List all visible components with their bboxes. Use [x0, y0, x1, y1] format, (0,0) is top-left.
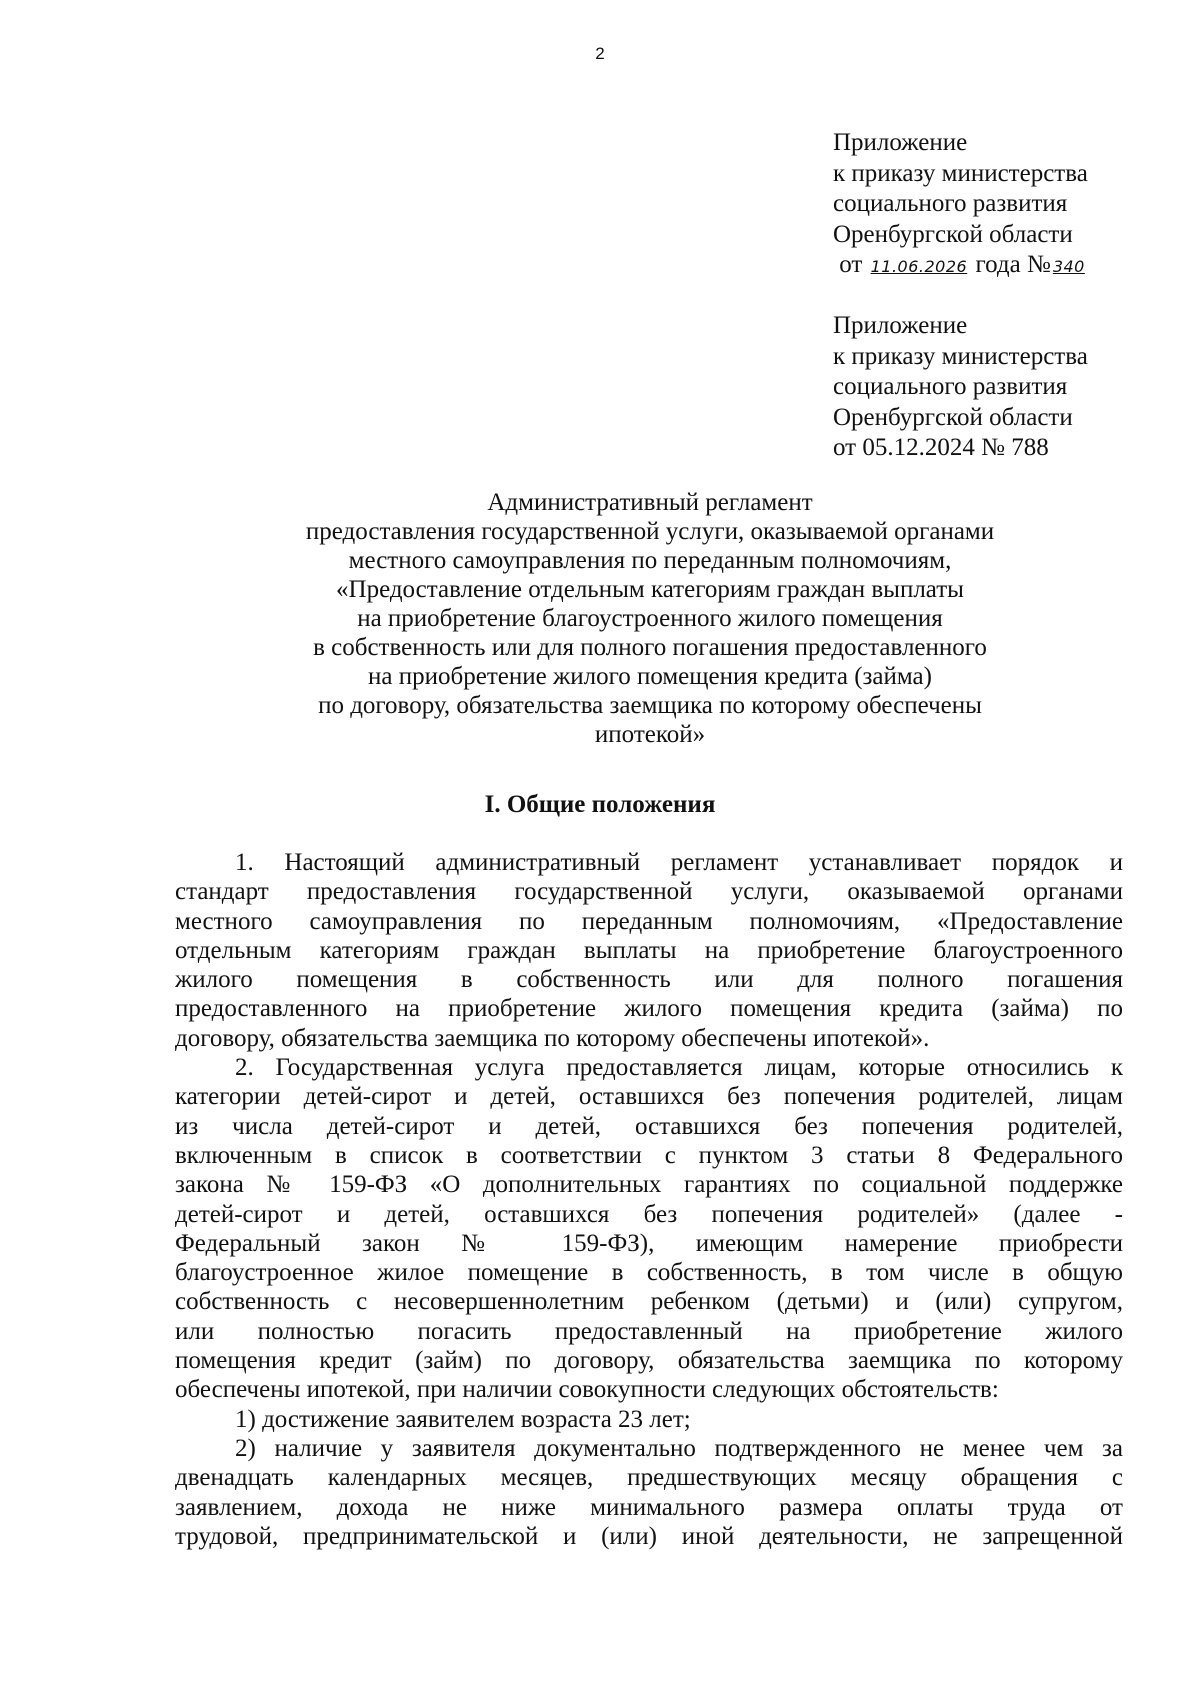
title-line: на приобретение благоустроенного жилого помещения	[357, 605, 943, 632]
text-line: предоставленного на приобретение жилого помещения кредита (займа) по	[175, 995, 1123, 1023]
text-line: благоустроенное жилое помещение в собственность, в том числе в общую	[175, 1259, 1123, 1287]
text-line: включенным в список в соответствии с пунктом 3 статьи 8 Федерального	[175, 1141, 1123, 1169]
appendix-line: Приложение	[833, 129, 968, 156]
text-line: жилого помещения в собственность или для полного погашения	[175, 966, 1123, 994]
page-number: 2	[595, 44, 605, 63]
appendix-line: Оренбургской области	[833, 403, 1073, 431]
text-line: закона № 159-ФЗ «О дополнительных гарантиях по социальной поддержке	[175, 1171, 1123, 1199]
text-line: трудовой, предпринимательской и (или) иной деятельности, не запрещенной	[175, 1522, 1123, 1550]
appendix-line: социального развития	[833, 373, 1068, 400]
text-line: заявлением, дохода не ниже минимального размера оплаты труда от	[175, 1493, 1123, 1521]
title-line: местного самоуправления по переданным полномочиям,	[348, 547, 952, 574]
appendix-block-current	[833, 128, 1163, 283]
appendix-line: Оренбургской области	[833, 220, 1073, 248]
list-item-2	[175, 1434, 1123, 1551]
title-line: «Предоставление отдельным категориям граждан выплаты	[336, 576, 964, 603]
appendix-date-suffix: года №	[975, 251, 1051, 278]
paragraph-1	[175, 848, 1123, 1053]
text-line: обеспечены ипотекой, при наличии совокупности следующих обстоятельств:	[175, 1376, 999, 1404]
text-line: стандарт предоставления государственной услуги, оказываемой органами	[175, 878, 1123, 906]
list-item-1	[175, 1405, 1123, 1434]
title-line: Административный регламент	[487, 489, 813, 516]
text-line: детей-сирот и детей, оставшихся без попечения родителей» (далее -	[175, 1200, 1123, 1228]
appendix-line: к приказу министерства	[833, 342, 1088, 370]
text-line: или полностью погасить предоставленный на приобретение жилого	[175, 1317, 1123, 1345]
appendix-block-previous	[833, 311, 1163, 464]
title-line: ипотекой»	[594, 721, 706, 748]
section-heading: I. Общие положения	[484, 791, 716, 818]
text-line: 1) достижение заявителем возраста 23 лет;	[235, 1405, 691, 1433]
text-line: Федеральный закон № 159-ФЗ), имеющим намерение приобрести	[175, 1229, 1123, 1257]
text-line: 1. Настоящий административный регламент устанавливает порядок и	[235, 849, 1123, 876]
text-line: категории детей-сирот и детей, оставшихся без попечения родителей, лицам	[175, 1083, 1123, 1111]
title-line: в собственность или для полного погашения предоставленного	[313, 634, 987, 661]
appendix-date-prefix: от	[839, 251, 863, 278]
appendix-line: социального развития	[833, 190, 1068, 217]
text-line: местного самоуправления по переданным полномочиям, «Предоставление	[175, 907, 1123, 935]
handwritten-number: 340	[1052, 257, 1085, 276]
title-line: на приобретение жилого помещения кредита (займа)	[368, 663, 932, 690]
regulation-title	[230, 488, 1070, 749]
text-line: собственность с несовершеннолетним ребенком (детьми) и (или) супругом,	[175, 1288, 1123, 1316]
title-line: предоставления государственной услуги, оказываемой органами	[305, 518, 995, 545]
text-line: из числа детей-сирот и детей, оставшихся без попечения родителей,	[175, 1112, 1123, 1140]
text-line: договору, обязательства заемщика по которому обеспечены ипотекой».	[175, 1024, 930, 1052]
text-line: 2) наличие у заявителя документально подтвержденного не менее чем за	[235, 1434, 1123, 1462]
appendix-line: к приказу министерства	[833, 159, 1088, 187]
appendix-date-line	[833, 250, 1163, 283]
paragraph-2	[175, 1053, 1123, 1405]
text-line: помещения кредит (займ) по договору, обязательства заемщика по которому	[175, 1347, 1123, 1375]
text-line: отдельным категориям граждан выплаты на приобретение благоустроенного	[175, 936, 1123, 964]
text-line: 2. Государственная услуга предоставляется лицам, которые относились к	[235, 1054, 1123, 1082]
handwritten-date: 11.06.2026	[870, 257, 968, 276]
appendix-line: Приложение	[833, 312, 968, 339]
title-line: по договору, обязательства заемщика по которому обеспечены	[318, 692, 982, 719]
appendix-line: от 05.12.2024 № 788	[833, 434, 1049, 461]
text-line: двенадцать календарных месяцев, предшествующих месяцу обращения с	[175, 1464, 1123, 1492]
body-text	[175, 848, 1123, 1551]
